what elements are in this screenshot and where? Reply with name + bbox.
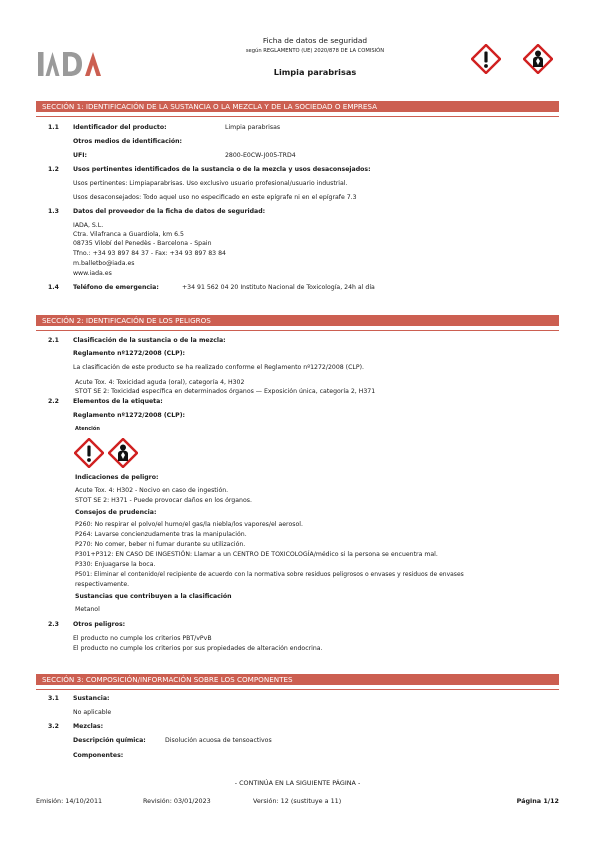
emergency-phone: +34 91 562 04 20 Instituto Nacional de Toxicología, 24h al día <box>182 284 375 291</box>
other-hazards-line: El producto no cumple los criterios PBT/vPvB <box>73 635 212 642</box>
ufi-value: 2800-E0CW-J005-TRD4 <box>225 152 296 159</box>
section-divider <box>36 689 559 690</box>
revision-date: Revisión: 03/01/2023 <box>143 797 211 805</box>
supplier-line: Ctra. Vilafranca a Guardiola, km 6.5 <box>73 231 184 238</box>
document-title: Ficha de datos de seguridad <box>262 36 368 45</box>
substance-label: Sustancia: <box>73 695 110 702</box>
section-2-header: SECCIÓN 2: IDENTIFICACIÓN DE LOS PELIGROS <box>36 315 559 326</box>
supplier-title: Datos del proveedor de la ficha de datos de seguridad: <box>73 208 266 215</box>
regulation-label: Reglamento nº1272/2008 (CLP): <box>73 350 185 357</box>
prudence-line: P501: Eliminar el contenido/el recipiente de acuerdo con la normativa sobre residuos peligrosos o envases y residuos de envases <box>75 571 464 578</box>
section-number: 1.3 <box>48 208 59 215</box>
supplier-website[interactable]: www.iada.es <box>73 270 112 277</box>
hazard-line: STOT SE 2: H371 - Puede provocar daños en los órganos. <box>75 497 252 504</box>
supplier-line: 08735 Vilobí del Penedès - Barcelona - Spain <box>73 240 212 247</box>
page-number: Página 1/12 <box>516 797 559 805</box>
section-divider <box>36 116 559 117</box>
hazard-line: Acute Tox. 4: H302 - Nocivo en caso de ingestión. <box>75 487 229 494</box>
continue-notice: - CONTINÚA EN LA SIGUIENTE PÁGINA - <box>234 779 361 787</box>
version: Versión: 12 (sustituye a 11) <box>253 797 342 805</box>
supplier-email[interactable]: m.balletbo@iada.es <box>73 260 135 267</box>
supplier-line: IADA, S.L. <box>73 222 104 229</box>
classification-line: STOT SE 2: Toxicidad específica en determinados órganos — Exposición única, categoría 2, H371 <box>75 388 376 395</box>
prudence-line: P260: No respirar el polvo/el humo/el gas/la niebla/los vapores/el aerosol. <box>75 521 303 528</box>
signal-word: Atención <box>75 426 100 432</box>
identifier-label: Identificador del producto: <box>73 124 167 131</box>
product-name: Limpia parabrisas <box>273 67 357 77</box>
health-hazard-icon <box>108 438 138 468</box>
mixtures-label: Mezclas: <box>73 723 104 730</box>
other-hazards-line: El producto no cumple los criterios por sus propiedades de alteración endocrina. <box>73 645 323 652</box>
prudence-line: P270: No comer, beber ni fumar durante su utilización. <box>75 541 246 548</box>
prudence-line: respectivamente. <box>75 581 130 588</box>
section-number: 3.2 <box>48 723 59 730</box>
uses-discouraged: Usos desaconsejados: Todo aquel uso no especificado en este epígrafe ni en el epígrafe 7.3 <box>73 194 357 201</box>
emergency-label: Teléfono de emergencia: <box>73 284 159 291</box>
other-means-label: Otros medios de identificación: <box>73 138 182 145</box>
identifier-value: Limpia parabrisas <box>225 124 281 131</box>
uses-title: Usos pertinentes identificados de la sustancia o de la mezcla y usos desaconsejados: <box>73 166 371 173</box>
regulation-label: Reglamento nº1272/2008 (CLP): <box>73 412 185 419</box>
issue-date: Emisión: 14/10/2011 <box>36 797 103 805</box>
classification-line: Acute Tox. 4: Toxicidad aguda (oral), categoría 4, H302 <box>75 379 245 386</box>
exclamation-mark-icon <box>74 438 104 468</box>
prudence-title: Consejos de prudencia: <box>75 509 157 516</box>
chemical-description-value: Disolución acuosa de tensoactivos <box>165 737 272 744</box>
supplier-line: Tfno.: +34 93 897 84 37 - Fax: +34 93 897 83 84 <box>73 250 226 257</box>
classification-title: Clasificación de la sustancia o de la mezcla: <box>73 337 226 344</box>
classification-text: La clasificación de este producto se ha realizado conforme el Reglamento nº1272/2008 (CLP). <box>73 364 364 371</box>
regulation-reference: según REGLAMENTO (UE) 2020/878 DE LA COMISIÓN <box>245 48 385 54</box>
prudence-line: P301+P312: EN CASO DE INGESTIÓN: Llamar a un CENTRO DE TOXICOLOGÍA/médico si la persona se encuentra mal. <box>75 551 438 558</box>
section-number: 1.4 <box>48 284 59 291</box>
health-hazard-icon <box>523 44 553 74</box>
section-number: 3.1 <box>48 695 59 702</box>
uses-pertinent: Usos pertinentes: Limpiaparabrisas. Uso exclusivo usuario profesional/usuario industrial. <box>73 180 348 187</box>
ufi-label: UFI: <box>73 152 88 159</box>
substance-name: Metanol <box>75 606 100 613</box>
section-number: 2.3 <box>48 621 59 628</box>
substance-value: No aplicable <box>73 709 112 716</box>
label-elements-title: Elementos de la etiqueta: <box>73 398 163 405</box>
section-3-header: SECCIÓN 3: COMPOSICIÓN/INFORMACIÓN SOBRE LOS COMPONENTES <box>36 674 559 685</box>
substances-title: Sustancias que contribuyen a la clasificación <box>75 593 232 600</box>
exclamation-mark-icon <box>471 44 501 74</box>
section-number: 1.2 <box>48 166 59 173</box>
iada-logo <box>38 52 130 76</box>
prudence-line: P330: Enjuagarse la boca. <box>75 561 156 568</box>
components-label: Componentes: <box>73 752 124 759</box>
other-hazards-title: Otros peligros: <box>73 621 126 628</box>
prudence-line: P264: Lavarse concienzudamente tras la manipulación. <box>75 531 247 538</box>
section-number: 2.1 <box>48 337 59 344</box>
section-1-header: SECCIÓN 1: IDENTIFICACIÓN DE LA SUSTANCIA O LA MEZCLA Y DE LA SOCIEDAD O EMPRESA <box>36 101 559 112</box>
section-divider <box>36 330 559 331</box>
hazard-title: Indicaciones de peligro: <box>75 474 159 481</box>
chemical-description-label: Descripción química: <box>73 737 146 744</box>
section-number: 2.2 <box>48 398 59 405</box>
section-number: 1.1 <box>48 124 59 131</box>
